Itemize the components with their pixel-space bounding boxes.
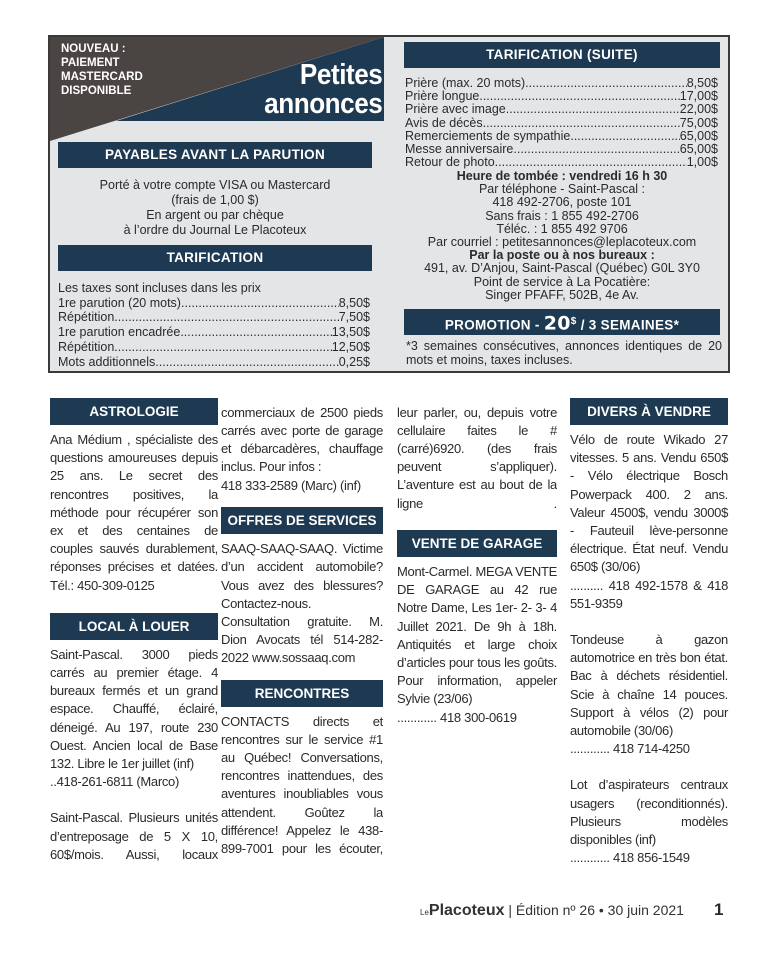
price-row xyxy=(405,130,718,143)
dot-leader xyxy=(495,156,687,169)
pricing-list xyxy=(58,281,370,369)
price-row xyxy=(58,296,370,311)
price-row xyxy=(405,103,718,116)
ad-phone: ............ 418 300-0619 xyxy=(397,709,517,725)
newspaper-logo: Placoteux xyxy=(428,902,505,919)
mastercard-notice xyxy=(61,42,143,98)
price-row xyxy=(58,340,370,355)
ad-text: SAAQ-SAAQ-SAAQ. Victime d’un accident automobile? Vous avez des blessures? Contactez-nous. Consultation gratuite. M. Dion Avocats tél 514-282-2022 www.sossaaq.com xyxy=(221,541,383,666)
payment-info xyxy=(58,178,372,238)
promo-currency: $ xyxy=(570,316,577,327)
column-1 xyxy=(50,398,218,864)
section-heading-garage: VENTE DE GARAGE xyxy=(397,530,557,557)
notice-line: DISPONIBLE xyxy=(61,85,132,97)
dot-leader xyxy=(155,355,338,370)
price-value: 7,50$ xyxy=(338,310,370,325)
price-value: 0,25$ xyxy=(338,354,370,369)
notice-line: NOUVEAU : xyxy=(61,43,126,55)
page-title xyxy=(264,61,382,119)
ad-text: Mont-Carmel. MEGA VENTE DE GARAGE au 42 rue Notre Dame, Les 1er- 2- 3- 4 Juillet 2021. De 9h à 18h. Antiquités et large choix d’articles pour tous les goûts. Pour information, appeler Sylvie (23/06) xyxy=(397,564,557,707)
phone: 418 492-2706, poste 101 xyxy=(492,195,632,210)
footer xyxy=(420,902,684,920)
ad-text: Tondeuse à gazon automotrice en très bon état. Bac à déchets résidentiel. Scie à chaîne 14 pouces. Support à vélos (2) pour automobile (30/06) xyxy=(570,632,728,739)
pricing-intro: Les taxes sont incluses dans les prix xyxy=(58,281,261,295)
ad-text-continued-body: leur parler, ou, depuis votre cellulaire faites le #(carré)6920. (des frais peuvent s’appliquer). L’aventure est au bout de la ligne . xyxy=(397,404,557,511)
payment-line: En argent ou par chèque xyxy=(146,208,284,222)
dot-leader xyxy=(483,117,680,130)
ad-text-continued xyxy=(221,404,383,477)
promotion-banner xyxy=(404,309,720,335)
price-label: Mots additionnels xyxy=(58,354,156,369)
price-row xyxy=(405,90,718,103)
email: Par courriel : petitesannonces@leplacoteux.com xyxy=(427,235,697,250)
price-label: Messe anniversaire xyxy=(405,143,514,157)
notice-line: MASTERCARD xyxy=(61,71,143,83)
price-value: 75,00$ xyxy=(679,116,718,130)
section-heading-divers: DIVERS À VENDRE xyxy=(570,398,728,425)
address-line: Singer PFAFF, 502B, 4e Av. xyxy=(485,287,639,302)
payment-heading: PAYABLES AVANT LA PARUTION xyxy=(58,142,372,168)
section-heading-services: OFFRES DE SERVICES xyxy=(221,507,383,534)
promo-amount: 20 xyxy=(543,312,571,335)
price-value: 8,50$ xyxy=(338,295,370,310)
ad-text-body: CONTACTS directs et rencontres sur le service #1 au Québec! Conversations, rencontres inattendues, des aventures inoubliables vous attendent. Goûtez la différence! Appelez le 438-899-7001 pour les écouter, xyxy=(221,713,383,857)
pricing-heading: TARIFICATION xyxy=(58,245,372,271)
dot-leader xyxy=(506,103,680,116)
price-row xyxy=(405,77,718,90)
dot-leader xyxy=(114,340,331,355)
price-label: Remerciements de sympathie xyxy=(405,129,571,143)
deadline: Heure de tombée : vendredi 16 h 30 xyxy=(456,169,668,183)
toll-free: Sans frais : 1 855 492-2706 xyxy=(485,208,639,223)
price-label: Prière (max. 20 mots) xyxy=(405,77,526,90)
section-heading-rencontres: RENCONTRES xyxy=(221,680,383,707)
address-line: Point de service à La Pocatière: xyxy=(473,274,651,289)
price-label: Répétition xyxy=(58,310,115,325)
page-number: 1 xyxy=(714,900,724,919)
ad-phone: ............ 418 714-4250 xyxy=(570,741,690,757)
price-value: 17,00$ xyxy=(679,90,718,104)
separator: | xyxy=(508,902,513,918)
info-panel xyxy=(48,35,730,373)
contact-info xyxy=(404,170,720,302)
notice-line: PAIEMENT xyxy=(61,57,120,69)
ad-text: Lot d’aspirateurs centraux usagers (reconditionnés). Plusieurs modèles disponibles (inf) xyxy=(570,777,728,848)
ad-phone: ............ 418 856-1549 xyxy=(570,850,690,866)
price-row xyxy=(58,310,370,325)
contact-line: Par téléphone - Saint-Pascal : xyxy=(478,182,646,197)
ad-phone: ..418-261-6811 (Marco) xyxy=(50,774,180,790)
ad-text: Ana Médium , spécialiste des questions amoureuses depuis 25 ans. Le secret des rencontres positives, la méthode pour récupérer son ex et des centaines de couples sauvés durablement, réponses précises et datées. Tél.: 450-309-0125 xyxy=(50,432,218,593)
ad-text xyxy=(221,713,383,859)
price-row xyxy=(405,117,718,130)
price-label: Avis de décès xyxy=(405,116,483,130)
price-label: 1re parution (20 mots) xyxy=(58,295,181,310)
section-heading-local: LOCAL À LOUER xyxy=(50,613,218,640)
title-line: Petites xyxy=(299,59,382,91)
price-label: Prière longue xyxy=(405,90,480,104)
column-2 xyxy=(221,404,383,877)
price-value: 65,00$ xyxy=(679,129,718,143)
promotion-note: *3 semaines consécutives, annonces identiques de 20 mots et moins, taxes incluses. xyxy=(406,339,722,367)
address-line: 491, av. D’Anjou, Saint-Pascal (Québec) G0L 3Y0 xyxy=(424,261,700,276)
section-heading-astrologie: ASTROLOGIE xyxy=(50,398,218,425)
dot-leader xyxy=(525,77,687,90)
ad-text-continued-body: commerciaux de 2500 pieds carrés avec porte de garage et débarcadères, chauffage inclus. Pour infos : xyxy=(221,404,383,475)
dot-leader xyxy=(180,325,331,340)
dot-leader xyxy=(479,90,679,103)
fax: Téléc. : 1 855 492 9706 xyxy=(496,221,628,236)
ad-text: Saint-Pascal. 3000 pieds carrés au premier étage. 4 bureaux fermés et un grand espace. Chauffé, éclairé, déneigé. Au 197, route 230 Ouest. Ancien local de Base 132. Libre le 1er juillet (inf) xyxy=(50,646,218,772)
payment-line: Porté à votre compte VISA ou Mastercard xyxy=(99,178,331,192)
dot-leader xyxy=(114,310,338,325)
price-label: Répétition xyxy=(58,339,115,354)
column-4 xyxy=(570,398,728,867)
price-row xyxy=(405,143,718,156)
pricing-cont-list xyxy=(405,77,718,169)
ad-phone: 418 333-2589 (Marc) (inf) xyxy=(221,478,361,493)
ad-phone: .......... 418 492-1578 & 418 551-9359 xyxy=(570,577,728,611)
edition-info: Édition nº 26 • 30 juin 2021 xyxy=(515,902,684,918)
price-label: 1re parution encadrée xyxy=(58,325,181,340)
payment-line: (frais de 1,00 $) xyxy=(171,193,259,207)
dot-leader xyxy=(181,296,339,311)
promo-prefix: PROMOTION - xyxy=(444,317,544,333)
mail-heading: Par la poste ou à nos bureaux : xyxy=(469,248,655,263)
price-value: 8,50$ xyxy=(686,77,718,90)
title-line: annonces xyxy=(263,88,382,120)
pricing-cont-heading: TARIFICATION (SUITE) xyxy=(404,42,720,68)
ad-text: Vélo de route Wikado 27 vitesses. 5 ans. Vendu 650$ - Vélo électrique Bosch Powerpack 400. 2 ans. Valeur 4500$, vendu 3000$ - Fauteuil lève-personne électrique. État neuf. Vendu 650$ (30/06) xyxy=(570,432,728,575)
price-value: 13,50$ xyxy=(331,325,370,340)
payment-line: à l’ordre du Journal Le Placoteux xyxy=(123,223,307,237)
price-row xyxy=(405,156,718,169)
price-value: 1,00$ xyxy=(686,156,718,170)
price-label: Prière avec image xyxy=(405,103,506,117)
ad-text-continued xyxy=(397,404,557,514)
price-value: 22,00$ xyxy=(679,103,718,117)
ad-text: Saint-Pascal. Plusieurs unités d’entreposage de 5 X 10, 60$/mois. Aussi, locaux xyxy=(50,810,218,862)
price-value: 65,00$ xyxy=(679,143,718,157)
price-value: 12,50$ xyxy=(331,339,370,354)
price-row xyxy=(58,325,370,340)
price-row xyxy=(58,355,370,370)
price-label: Retour de photo xyxy=(405,156,495,170)
promo-suffix: / 3 SEMAINES* xyxy=(576,317,680,333)
dot-leader xyxy=(513,143,679,156)
logo-prefix: Le xyxy=(420,908,429,917)
column-3 xyxy=(397,404,557,745)
dot-leader xyxy=(570,130,679,143)
